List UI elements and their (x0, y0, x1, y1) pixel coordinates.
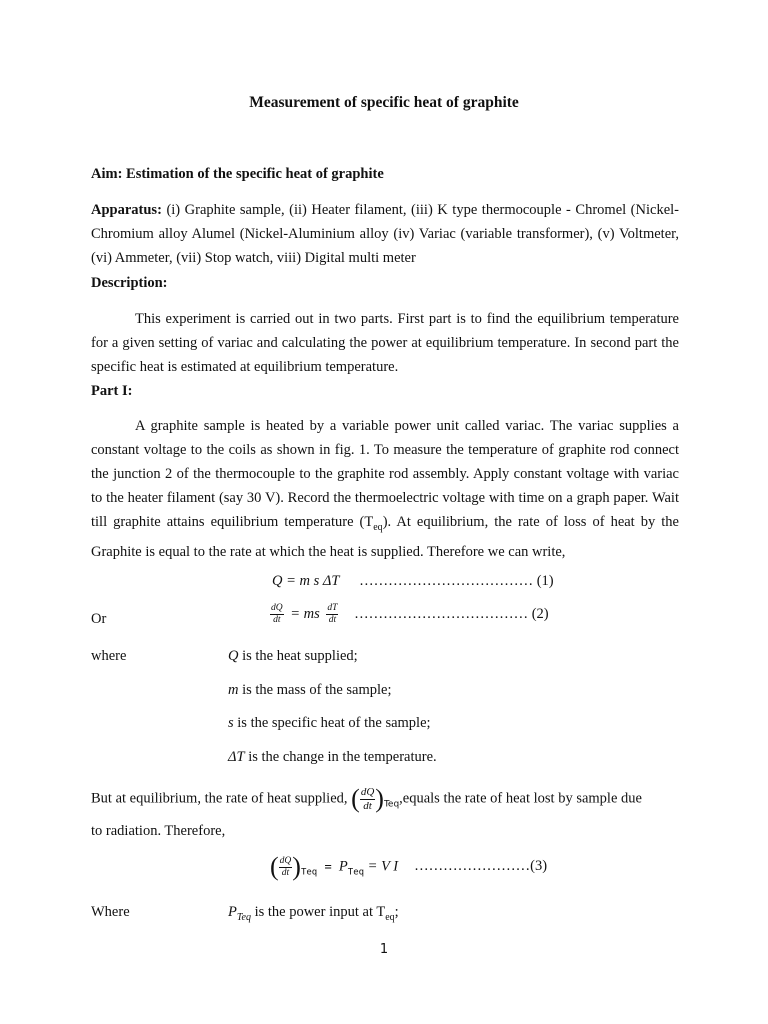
part1-heading: Part I: (91, 383, 133, 399)
apparatus-paragraph (91, 198, 679, 270)
eq2-dt: dt (273, 615, 281, 625)
equilibrium-sub: Teq (383, 799, 400, 810)
part1-sub: eq (373, 522, 383, 533)
eq3-equals: = (317, 859, 339, 874)
where2-label: Where (91, 904, 130, 920)
def-power-sub: Teq (236, 912, 251, 923)
apparatus-label: Apparatus: (91, 202, 162, 218)
eq3-sub: Teq (300, 867, 318, 878)
def-m-symbol: m (228, 682, 239, 698)
def-power (228, 904, 399, 923)
eq3-paren-close: ) (292, 852, 301, 881)
eq2-dT: dT (327, 603, 338, 613)
eq2-dt2: dt (328, 615, 337, 625)
eq3-dt: dt (281, 867, 290, 878)
eq3-dq: dQ (279, 855, 292, 866)
paren-close: ) (375, 784, 384, 813)
aim-heading: Aim: Estimation of the specific heat of graphite (91, 166, 384, 182)
equilibrium-text-b: ,equals the rate of heat lost by sample due (399, 790, 642, 807)
def-dt-symbol: ΔT (228, 749, 245, 765)
def-q-text: is the heat supplied; (238, 648, 358, 664)
equilibrium-sentence (91, 784, 642, 814)
def-m-text: is the mass of the sample; (238, 682, 392, 698)
eq2-frac-dqdt (270, 603, 284, 626)
part1-text-b: ). At equilibrium, the rate of loss of heat by the Graphite is equal to the rate at which the heat is supplied. Therefore we can write, (91, 514, 679, 560)
eq1-expression: Q = m s ΔT (272, 573, 340, 589)
equation-1 (272, 573, 554, 590)
def-power-tsub: eq (385, 912, 395, 923)
eq3-psub: Teq (347, 867, 365, 878)
def-power-text: is the power input at T (250, 904, 386, 920)
part1-text-a: A graphite sample is heated by a variable power unit called variac. The variac supplies a constant voltage to the coils as shown in fig. 1. To measure the temperature of graphite rod connect the junction 2 of the thermocouple to the graphite rod assembly. Apply constant voltage with variac to the heater filament (say 30 V). Record the thermoelectric voltage with time on a graph paper. Wait till graphite attains equilibrium temperature (T (91, 418, 679, 530)
where-label: where (91, 648, 127, 664)
eq2-or: Or (91, 611, 107, 627)
description-heading: Description: (91, 275, 168, 291)
eq3-paren-open: ( (270, 852, 279, 881)
def-m (228, 682, 392, 699)
equilibrium-line2: to radiation. Therefore, (91, 823, 226, 839)
part1-paragraph (91, 414, 679, 564)
eq3-number: ……………………(3) (414, 858, 548, 875)
page-title: Measurement of specific heat of graphite (249, 94, 519, 111)
eq2-frac-dTdt (326, 603, 338, 626)
eq2-number: ……………………………… (2) (354, 605, 549, 622)
def-dt (228, 749, 437, 766)
def-dt-text: is the change in the temperature. (244, 749, 437, 765)
def-s-text: is the specific heat of the sample; (233, 715, 431, 731)
apparatus-text: (i) Graphite sample, (ii) Heater filament, (iii) K type thermocouple - Chromel (Nickel-Chromium alloy Alumel (Nickel-Aluminium alloy (iv) Variac (variable transformer), (v) Voltmeter, (vi) Ammeter, (vii) Stop watch, viii) Digital multi meter (91, 202, 679, 266)
paren-open: ( (351, 784, 360, 813)
def-power-end: ; (394, 904, 399, 920)
description-paragraph: This experiment is carried out in two parts. First part is to find the equilibrium temperature for a given setting of variac and calculating the power at equilibrium temperature. In second part the specific heat is estimated at equilibrium temperature. (91, 311, 679, 375)
eq3-frac (279, 856, 293, 879)
equilibrium-frac (360, 786, 375, 813)
equation-2 (270, 603, 549, 626)
def-s-symbol: s (228, 715, 234, 731)
equation-3 (270, 852, 547, 882)
eq3-p: P (338, 858, 348, 875)
def-q (228, 648, 358, 665)
eq3-rhs: = V I (364, 858, 399, 875)
def-power-symbol: P (228, 904, 237, 920)
def-q-symbol: Q (228, 648, 239, 664)
def-s (228, 715, 431, 732)
eq1-number: ……………………………… (1) (359, 573, 554, 589)
page-number: 1 (379, 942, 389, 957)
equilibrium-dq: dQ (360, 785, 375, 798)
eq2-dq: dQ (271, 603, 283, 613)
eq2-ms: = ms (290, 605, 320, 622)
equilibrium-dt: dt (363, 799, 372, 812)
equilibrium-text-a: But at equilibrium, the rate of heat supplied, (91, 790, 352, 807)
